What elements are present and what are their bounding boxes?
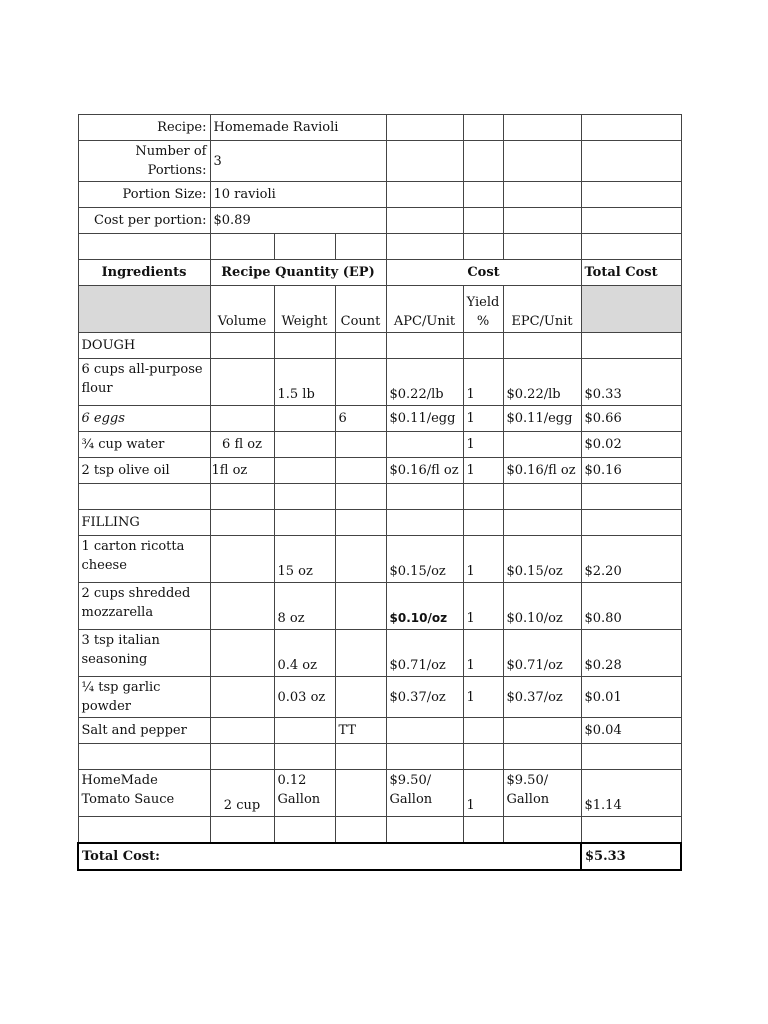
yield-cell: 1 [463, 458, 503, 484]
volume-header: Volume [210, 286, 274, 333]
apc-cell: $0.15/oz [386, 536, 463, 583]
epc-cell: $0.10/oz [503, 583, 581, 630]
apc-unit-header: APC/Unit [386, 286, 463, 333]
ingredient-name: 1 carton ricotta cheese [78, 536, 210, 583]
yield-cell: 1 [463, 770, 503, 817]
recipe-value: Homemade Ravioli [210, 115, 386, 141]
volume-cell: 6 fl oz [210, 432, 274, 458]
apc-cell: $0.10/oz [386, 583, 463, 630]
ingredient-name: HomeMade Tomato Sauce [78, 770, 210, 817]
blank-row [78, 744, 681, 770]
epc-cell: $0.37/oz [503, 677, 581, 718]
epc-cell: $9.50/ Gallon [503, 770, 581, 817]
weight-cell: 0.03 oz [274, 677, 335, 718]
yield-cell: 1 [463, 536, 503, 583]
weight-cell: 0.12 Gallon [274, 770, 335, 817]
weight-cell: 8 oz [274, 583, 335, 630]
section-row [78, 510, 681, 536]
apc-cell: $0.37/oz [386, 677, 463, 718]
yield-cell: 1 [463, 406, 503, 432]
portion-size-value: 10 ravioli [210, 182, 386, 208]
grand-total-label: Total Cost: [78, 843, 581, 870]
cost-per-portion-row [78, 208, 681, 234]
subheader-row [78, 286, 681, 333]
total-cell: $0.02 [581, 432, 681, 458]
cost-header: Cost [386, 260, 581, 286]
count-cell: TT [335, 718, 386, 744]
volume-cell: 2 cup [210, 770, 274, 817]
ingredient-name: ¼ tsp garlic powder [78, 677, 210, 718]
cost-per-portion-label: Cost per portion: [78, 208, 210, 234]
portions-row [78, 141, 681, 182]
section-filling: FILLING [78, 510, 210, 536]
epc-cell: $0.71/oz [503, 630, 581, 677]
epc-cell: $0.11/egg [503, 406, 581, 432]
portions-label: Number of Portions: [78, 141, 210, 182]
table-row [78, 583, 681, 630]
apc-cell: $0.16/fl oz [386, 458, 463, 484]
total-cell: $2.20 [581, 536, 681, 583]
table-row [78, 630, 681, 677]
grand-total-value: $5.33 [581, 843, 681, 870]
apc-cell: $0.71/oz [386, 630, 463, 677]
table-row [78, 536, 681, 583]
ingredients-header: Ingredients [78, 260, 210, 286]
total-cell: $0.01 [581, 677, 681, 718]
blank-row [78, 817, 681, 843]
portion-size-label: Portion Size: [78, 182, 210, 208]
table-row [78, 718, 681, 744]
total-cell: $0.04 [581, 718, 681, 744]
epc-cell: $0.22/lb [503, 359, 581, 406]
yield-cell: 1 [463, 432, 503, 458]
count-header: Count [335, 286, 386, 333]
recipe-label: Recipe: [78, 115, 210, 141]
table-row [78, 770, 681, 817]
table-row [78, 406, 681, 432]
epc-unit-header: EPC/Unit [503, 286, 581, 333]
total-cell: $0.16 [581, 458, 681, 484]
section-dough: DOUGH [78, 333, 210, 359]
table-row [78, 359, 681, 406]
ingredient-name: Salt and pepper [78, 718, 210, 744]
ingredient-name: 6 cups all-purpose flour [78, 359, 210, 406]
blank-row [78, 234, 681, 260]
ingredient-name: 2 tsp olive oil [78, 458, 210, 484]
epc-cell: $0.16/fl oz [503, 458, 581, 484]
total-cell: $0.66 [581, 406, 681, 432]
table-row [78, 458, 681, 484]
header-row [78, 260, 681, 286]
portion-size-row [78, 182, 681, 208]
ingredient-name: ¾ cup water [78, 432, 210, 458]
total-cell: $0.80 [581, 583, 681, 630]
apc-cell: $9.50/ Gallon [386, 770, 463, 817]
weight-cell: 1.5 lb [274, 359, 335, 406]
weight-cell: 0.4 oz [274, 630, 335, 677]
recipe-quantity-header: Recipe Quantity (EP) [210, 260, 386, 286]
yield-cell: 1 [463, 677, 503, 718]
volume-cell: 1fl oz [210, 458, 274, 484]
apc-cell: $0.11/egg [386, 406, 463, 432]
ingredient-name: 3 tsp italian seasoning [78, 630, 210, 677]
total-cell: $1.14 [581, 770, 681, 817]
ingredient-name: 2 cups shredded mozzarella [78, 583, 210, 630]
apc-cell: $0.22/lb [386, 359, 463, 406]
table-row [78, 432, 681, 458]
table-row [78, 677, 681, 718]
yield-cell: 1 [463, 359, 503, 406]
portions-value: 3 [210, 141, 386, 182]
ingredient-name: 6 eggs [78, 406, 210, 432]
recipe-row [78, 115, 681, 141]
yield-header: Yield % [463, 286, 503, 333]
yield-cell: 1 [463, 583, 503, 630]
epc-cell: $0.15/oz [503, 536, 581, 583]
cost-per-portion-value: $0.89 [210, 208, 386, 234]
recipe-cost-sheet [77, 114, 682, 871]
total-cell: $0.28 [581, 630, 681, 677]
total-cost-header: Total Cost [581, 260, 681, 286]
weight-cell: 15 oz [274, 536, 335, 583]
yield-cell: 1 [463, 630, 503, 677]
count-cell: 6 [335, 406, 386, 432]
blank-row [78, 484, 681, 510]
weight-header: Weight [274, 286, 335, 333]
section-row [78, 333, 681, 359]
grand-total-row [78, 843, 681, 870]
total-cell: $0.33 [581, 359, 681, 406]
